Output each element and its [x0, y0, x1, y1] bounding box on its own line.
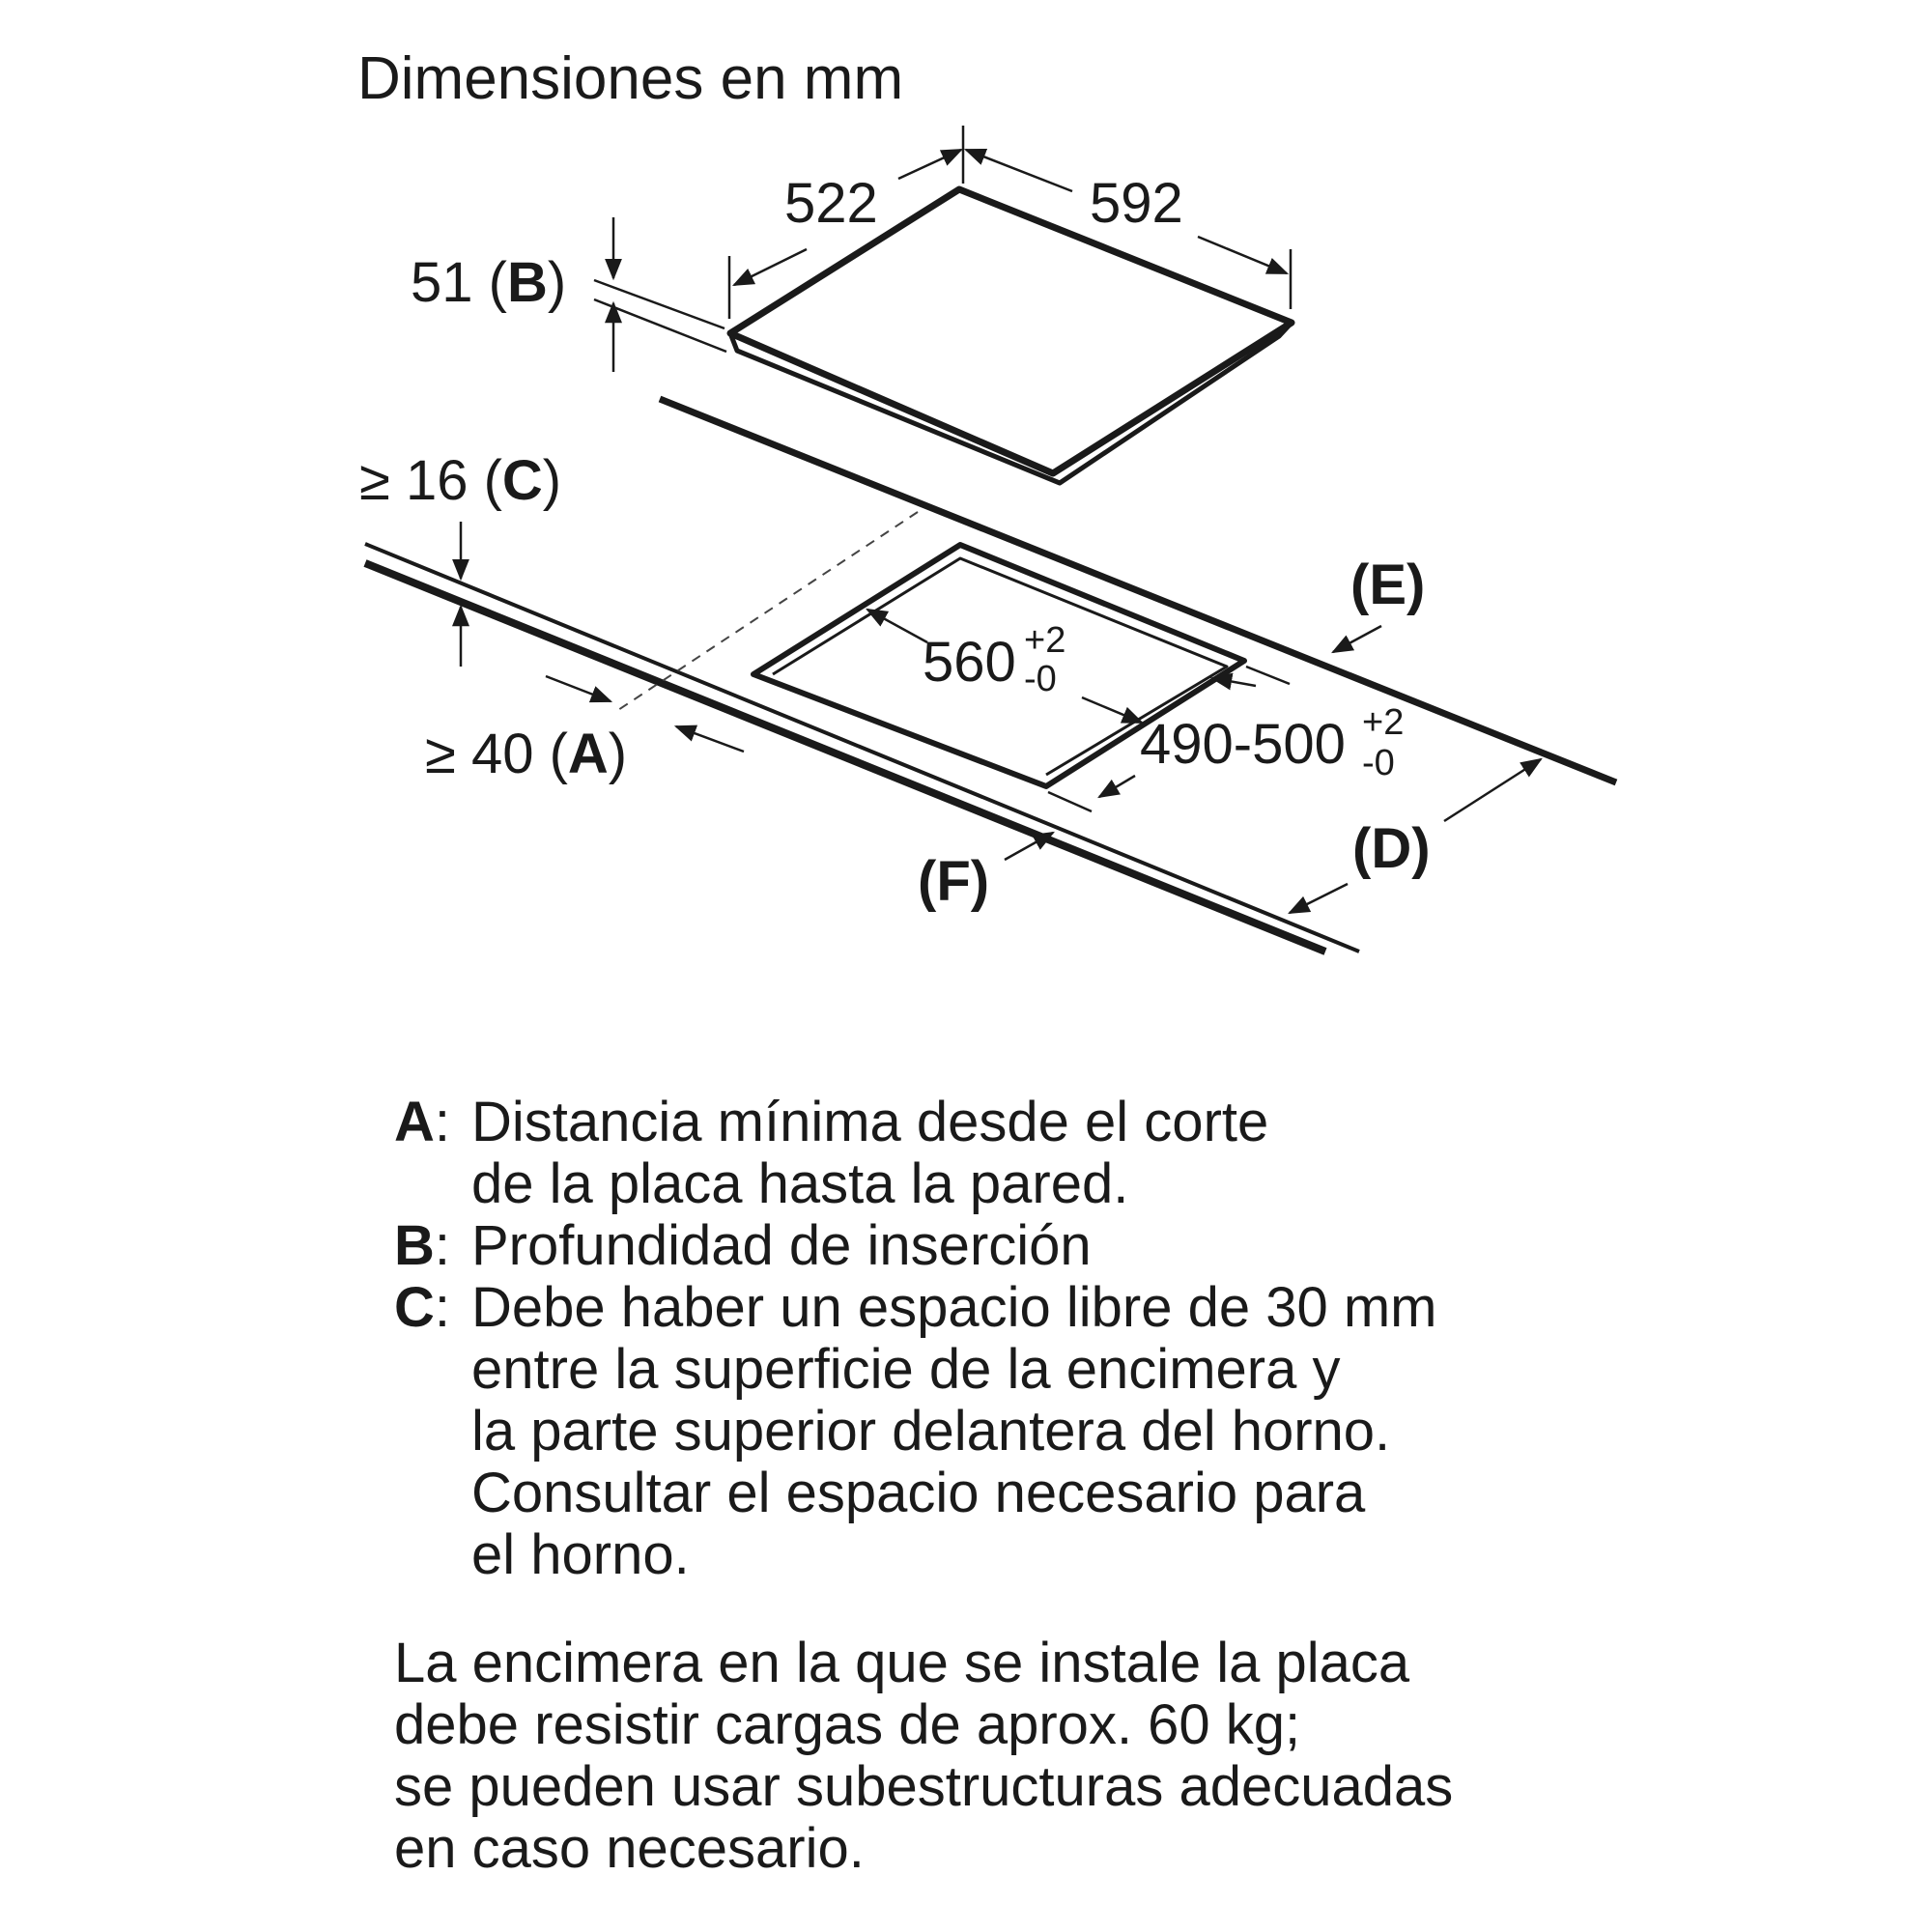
- dimension-51: [594, 217, 726, 372]
- legend-key-c: C: [394, 1276, 435, 1339]
- legend-text: la parte superior delantera del horno.: [471, 1400, 1391, 1463]
- diagram-heading: Dimensiones en mm: [357, 45, 904, 112]
- note-text: La encimera en la que se instale la placa: [394, 1632, 1410, 1694]
- legend-text: entre la superficie de la encimera y: [471, 1338, 1341, 1401]
- marker-d-label: (D): [1352, 817, 1431, 880]
- dim-height-label: 51 (B): [411, 251, 567, 314]
- note-text: debe resistir cargas de aprox. 60 kg;: [394, 1693, 1301, 1756]
- note-text: se pueden usar subestructuras adecuadas: [394, 1755, 1454, 1818]
- dim-cutout-depth-tol-minus: -0: [1362, 743, 1395, 783]
- legend: [394, 1092, 1650, 1586]
- legend-text: Distancia mínima desde el corte: [471, 1091, 1269, 1153]
- dim-wall-distance-label: ≥ 40 (A): [425, 723, 628, 785]
- marker-e-label: (E): [1350, 554, 1426, 616]
- dim-cutout-depth-label: 490-500: [1140, 713, 1346, 776]
- legend-item-c: C: Debe haber un espacio libre de 30 mm entre la superficie de la encimera y la parte superior delantera del horno. Consultar el espacio necesario para el horno.: [394, 1277, 1650, 1586]
- dim-depth-label: 522: [784, 172, 878, 235]
- marker-e-leader: [1333, 626, 1381, 652]
- legend-item-a: A: Distancia mínima desde el corte de la placa hasta la pared.: [394, 1092, 1650, 1215]
- legend-text: Profundidad de inserción: [471, 1214, 1092, 1277]
- legend-item-b: B: Profundidad de inserción: [394, 1215, 1650, 1277]
- dim-width-label: 592: [1090, 172, 1183, 235]
- legend-text: Debe haber un espacio libre de 30 mm: [471, 1276, 1437, 1339]
- dim-cutout-width-label: 560: [923, 631, 1016, 694]
- dim-cutout-width-tol-plus: +2: [1024, 620, 1066, 661]
- dim-clearance-label: ≥ 16 (C): [359, 449, 562, 512]
- load-note: [394, 1633, 1650, 1880]
- note-text: en caso necesario.: [394, 1817, 865, 1880]
- legend-text: el horno.: [471, 1523, 690, 1586]
- dim-cutout-depth-tol-plus: +2: [1362, 702, 1405, 743]
- legend-key-b: B: [394, 1214, 435, 1277]
- marker-f-leader: [1005, 833, 1053, 860]
- dim-cutout-width-tol-minus: -0: [1024, 659, 1057, 699]
- marker-f-label: (F): [918, 850, 990, 913]
- legend-text: Consultar el espacio necesario para: [471, 1462, 1366, 1524]
- legend-key-a: A: [394, 1091, 435, 1153]
- legend-text: de la placa hasta la pared.: [471, 1152, 1129, 1215]
